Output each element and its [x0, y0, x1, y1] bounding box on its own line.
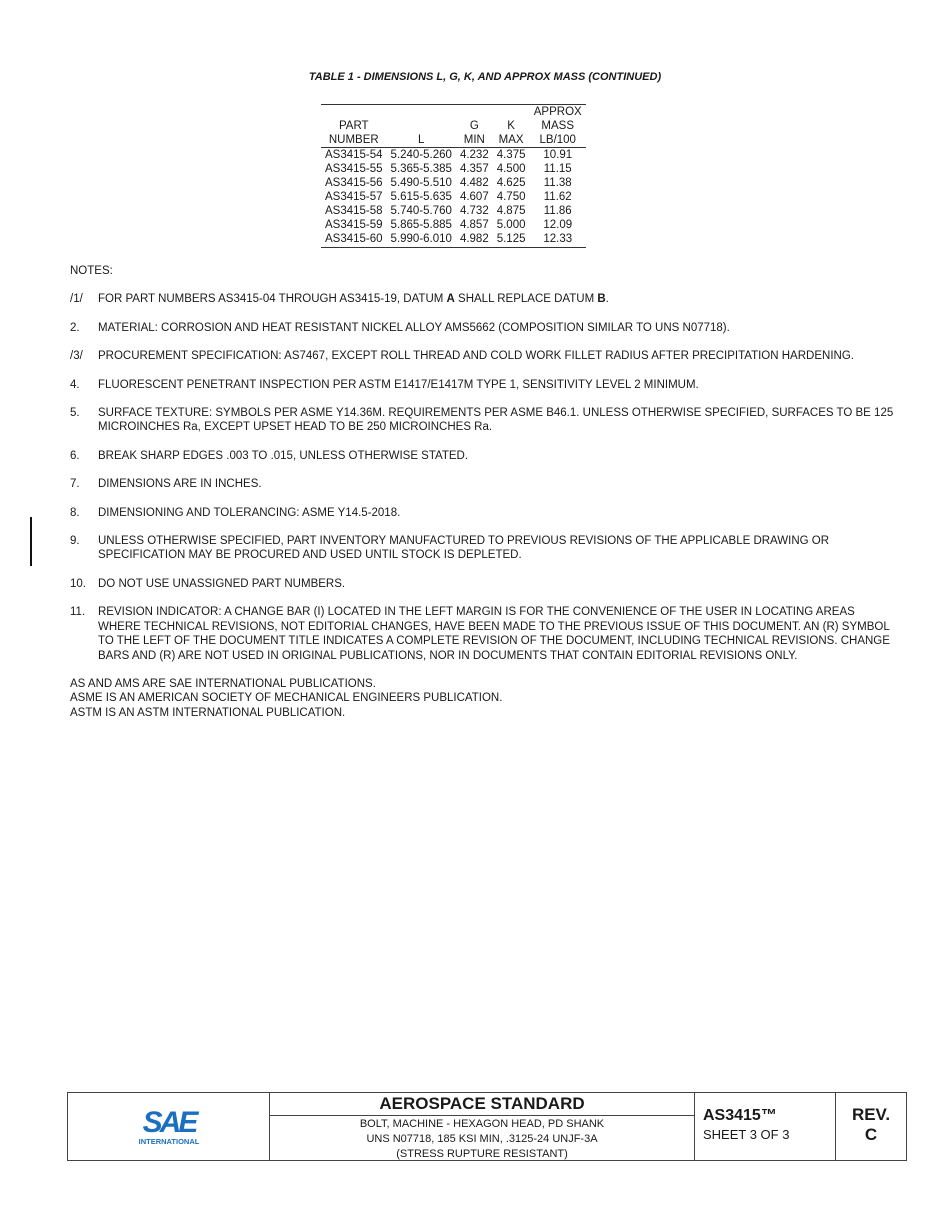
- table-cell: 5.000: [496, 219, 526, 231]
- note-text: BREAK SHARP EDGES .003 TO .015, UNLESS OTHERWISE STATED.: [98, 449, 469, 462]
- note-text: MATERIAL: CORROSION AND HEAT RESISTANT NICKEL ALLOY AMS5662 (COMPOSITION SIMILAR TO UNS N07718).: [98, 321, 730, 334]
- dimensions-table: [321, 104, 586, 248]
- description-line: (STRESS RUPTURE RESISTANT): [396, 1148, 568, 1160]
- table-cell: 5.990-6.010: [387, 232, 456, 248]
- header-cell: APPROX: [530, 105, 586, 120]
- table-cell: AS3415-59: [325, 219, 383, 231]
- header-row-3: [321, 133, 586, 148]
- header-cell: [321, 105, 387, 120]
- table-row: [321, 176, 586, 190]
- note-text: UNLESS OTHERWISE SPECIFIED, PART INVENTORY MANUFACTURED TO PREVIOUS REVISIONS OF THE APPLICABLE DRAWING OR SPECIFICATION MAY BE PROCURED AND USED UNTIL STOCK IS DEPLETED.: [98, 535, 830, 562]
- note-number: 9.: [70, 535, 80, 548]
- table-cell: 4.500: [496, 163, 526, 175]
- header-row-1: [321, 105, 586, 120]
- description-line: BOLT, MACHINE - HEXAGON HEAD, PD SHANK: [359, 1118, 605, 1130]
- note-number: 10.: [70, 577, 86, 590]
- table-cell: 11.62: [543, 191, 572, 203]
- document-number: AS3415™: [703, 1107, 777, 1124]
- note-item: [70, 605, 900, 663]
- revision-label: REV.: [851, 1105, 891, 1124]
- header-cell: [493, 105, 530, 120]
- note-item: [70, 449, 900, 463]
- header-cell: [456, 105, 493, 120]
- table-cell: 12.09: [543, 219, 573, 231]
- title-block: [67, 1092, 907, 1161]
- header-cell: L: [387, 133, 456, 148]
- header-row-2: [321, 119, 586, 133]
- document-number-block: [695, 1093, 836, 1160]
- table-cell: 4.982: [456, 232, 493, 248]
- table-cell: 4.482: [459, 177, 489, 189]
- table-row: [321, 204, 586, 218]
- note-text: FLUORESCENT PENETRANT INSPECTION PER ASTM E1417/E1417M TYPE 1, SENSITIVITY LEVEL 2 MINIMUM.: [98, 378, 699, 391]
- standard-label: AEROSPACE STANDARD: [270, 1093, 694, 1116]
- table-cell: 11.86: [543, 205, 572, 217]
- notes-heading: NOTES:: [70, 265, 113, 277]
- table-cell: 5.240-5.260: [390, 149, 452, 161]
- note-item: [70, 577, 900, 591]
- note-item: [70, 378, 900, 392]
- note-number: 2.: [70, 321, 80, 334]
- table-cell: 4.875: [496, 205, 526, 217]
- note-number: 8.: [70, 506, 80, 519]
- header-cell: [387, 119, 456, 133]
- note-number: 7.: [70, 478, 80, 491]
- table-row: [321, 148, 586, 163]
- table-cell: AS3415-56: [325, 177, 383, 189]
- table-cell: 4.732: [459, 205, 489, 217]
- table-cell: 5.490-5.510: [390, 177, 452, 189]
- svg-text:INTERNATIONAL: INTERNATIONAL: [138, 1136, 199, 1146]
- table-cell: 4.750: [496, 191, 526, 203]
- note-number: /1/: [70, 293, 83, 306]
- header-cell: MIN: [456, 133, 493, 148]
- header-cell: NUMBER: [321, 133, 387, 148]
- note-item: [70, 534, 900, 563]
- table-cell: 5.740-5.760: [390, 205, 452, 217]
- note-text: DIMENSIONING AND TOLERANCING: ASME Y14.5-2018.: [98, 506, 401, 519]
- publication-line: AS AND AMS ARE SAE INTERNATIONAL PUBLICATIONS.: [70, 677, 376, 690]
- table-cell: 4.232: [459, 149, 489, 161]
- table-body: [321, 148, 586, 248]
- table-cell: 10.91: [543, 149, 573, 161]
- table-cell: 5.365-5.385: [390, 163, 452, 175]
- table-cell: AS3415-57: [325, 191, 383, 203]
- note-item: [70, 321, 900, 335]
- publication-line: ASME IS AN AMERICAN SOCIETY OF MECHANICAL ENGINEERS PUBLICATION.: [70, 692, 503, 705]
- table-row: [321, 218, 586, 232]
- note-text: PROCUREMENT SPECIFICATION: AS7467, EXCEPT ROLL THREAD AND COLD WORK FILLET RADIUS AFTER PRECIPITATION HARDENING.: [98, 350, 854, 363]
- standard-description: [270, 1093, 695, 1160]
- note-item: [70, 406, 900, 435]
- revision-value: C: [864, 1125, 878, 1144]
- table-cell: AS3415-55: [325, 163, 383, 175]
- note-number: 11.: [70, 606, 86, 619]
- table-title: TABLE 1 - DIMENSIONS L, G, K, AND APPROX MASS (CONTINUED): [308, 71, 662, 83]
- note-item: [70, 349, 900, 363]
- table-cell: 5.615-5.635: [390, 191, 452, 203]
- description-line: UNS N07718, 185 KSI MIN, .3125-24 UNJF-3A: [366, 1133, 598, 1145]
- notes-list: [70, 321, 900, 663]
- notes-section: [70, 264, 900, 720]
- sae-logo-icon: [132, 1106, 206, 1148]
- header-cell: MASS: [541, 120, 575, 132]
- note-text: FOR PART NUMBERS AS3415-04 THROUGH AS3415-19, DATUM A SHALL REPLACE DATUM B.: [98, 293, 609, 306]
- header-cell: LB/100: [530, 133, 586, 148]
- table-cell: 4.607: [459, 191, 489, 203]
- table-cell: 11.15: [543, 163, 572, 175]
- publication-line: ASTM IS AN ASTM INTERNATIONAL PUBLICATION.: [70, 706, 346, 719]
- table-cell: AS3415-60: [321, 232, 387, 248]
- note-item: [70, 477, 900, 491]
- note-item: [70, 292, 900, 306]
- sae-logo: [68, 1093, 270, 1160]
- note-number: 6.: [70, 449, 80, 462]
- note-number: 4.: [70, 378, 80, 391]
- table-row: [321, 190, 586, 204]
- note-number: /3/: [70, 350, 83, 363]
- table-cell: 5.125: [493, 232, 530, 248]
- change-bar: [30, 517, 32, 566]
- note-text: DO NOT USE UNASSIGNED PART NUMBERS.: [98, 577, 346, 590]
- table-row: [321, 162, 586, 176]
- table-cell: 12.33: [530, 232, 586, 248]
- note-text: REVISION INDICATOR: A CHANGE BAR (I) LOCATED IN THE LEFT MARGIN IS FOR THE CONVENIENCE OF THE USER IN LOCATING AREAS WHERE TECHNICAL REVISIONS, NOT EDITORIAL CHANGES, HAVE BEEN MADE TO THE PREVIOUS ISSUE OF THIS DOCUMENT. AN (R) SYMBOL TO THE LEFT OF THE DOCUMENT TITLE INDICATES A COMPLETE REVISION OF THE DOCUMENT, INCLUDING TECHNICAL REVISIONS. CHANGE BARS AND (R) ARE NOT USED IN ORIGINAL PUBLICATIONS, NOR IN DOCUMENTS THAT CONTAIN EDITORIAL REVISIONS ONLY.: [98, 606, 890, 662]
- header-cell: K: [507, 120, 515, 132]
- table-cell: AS3415-58: [325, 205, 383, 217]
- table-row: [321, 232, 586, 248]
- svg-text:SAE: SAE: [142, 1105, 195, 1139]
- note-text: SURFACE TEXTURE: SYMBOLS PER ASME Y14.36M. REQUIREMENTS PER ASME B46.1. UNLESS OTHERWISE SPECIFIED, SURFACES TO BE 125 MICROINCHES Ra, EXCEPT UPSET HEAD TO BE 250 MICROINCHES Ra.: [98, 407, 894, 434]
- header-cell: MAX: [493, 133, 530, 148]
- table-cell: 4.625: [496, 177, 526, 189]
- table-cell: 4.375: [496, 149, 526, 161]
- table-cell: AS3415-54: [325, 149, 383, 161]
- header-cell: PART: [338, 120, 369, 132]
- table-cell: 5.865-5.885: [390, 219, 452, 231]
- header-cell: G: [469, 120, 479, 132]
- note-number: 5.: [70, 407, 80, 420]
- header-cell: [387, 105, 456, 120]
- note-text: DIMENSIONS ARE IN INCHES.: [98, 478, 262, 491]
- table-cell: 4.357: [459, 163, 489, 175]
- publications: [70, 677, 900, 720]
- revision-block: [836, 1093, 906, 1160]
- table-cell: 4.857: [459, 219, 489, 231]
- note-item: [70, 506, 900, 520]
- table-cell: 11.38: [543, 177, 572, 189]
- sheet-number: SHEET 3 OF 3: [703, 1127, 790, 1142]
